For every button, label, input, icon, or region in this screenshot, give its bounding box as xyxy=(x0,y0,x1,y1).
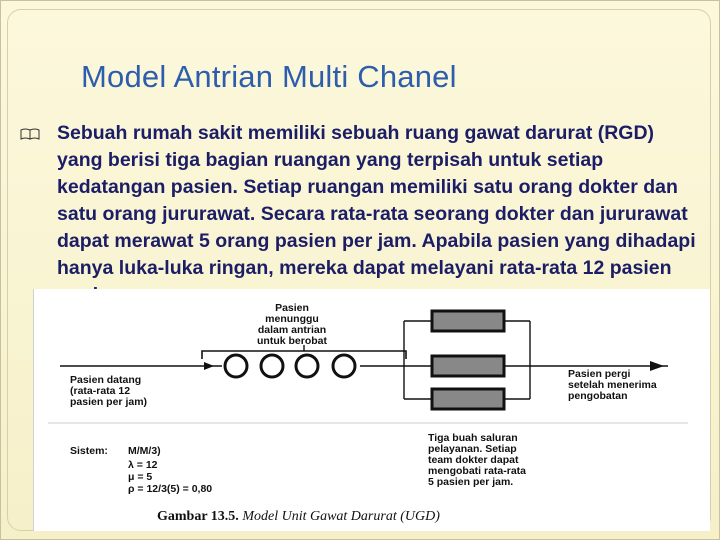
departure-label-line: Pasien pergi xyxy=(568,368,631,380)
arrival-label-line: pasien per jam) xyxy=(70,396,148,408)
queue-diagram-figure xyxy=(33,289,710,531)
waiting-label-line: Pasien xyxy=(275,302,309,314)
servers-label-line: Tiga buah saluran xyxy=(428,432,518,444)
waiting-label-line: dalam antrian xyxy=(257,324,327,336)
body-paragraph: Sebuah rumah sakit memiliki sebuah ruang gawat darurat (RGD) yang berisi tiga bagian ruangan yang terpisah untuk setiap kedatangan pasien. Setiap ruangan memiliki satu orang dokter dan satu orang jururawat. Secara rata-rata seorang dokter dan jururawat dapat merawat 5 orang pasien per jam. Apabila pasien yang dihadapi hanya luka-luka ringan, mereka dapat melayani rata-rata 12 pasien xyxy=(57,122,696,279)
lambda-value: = 12 xyxy=(136,459,158,471)
rho-value: = 12/3(5) = 0,80 xyxy=(137,483,213,495)
servers-label-line: team dokter dapat xyxy=(428,454,519,466)
patient-circle xyxy=(225,355,247,377)
servers-label-line: 5 pasien per jam. xyxy=(428,476,514,488)
caption-prefix: Gambar 13.5. xyxy=(157,509,239,524)
departure-label xyxy=(568,369,657,402)
waiting-label-line: untuk berobat xyxy=(257,335,327,347)
waiting-label xyxy=(242,303,342,347)
book-bullet-icon xyxy=(19,127,41,141)
servers-label-line: mengobati rata-rata xyxy=(428,465,527,477)
slide-title: Model Antrian Multi Chanel xyxy=(81,59,457,94)
system-label: Sistem: xyxy=(70,445,108,457)
mu-line: μ = 5 xyxy=(128,471,153,483)
system-model: M/M/3) xyxy=(128,445,161,457)
departure-label-line: setelah menerima xyxy=(568,379,657,391)
figure-caption xyxy=(157,509,440,525)
server-box-1 xyxy=(432,311,504,331)
caption-text: Model Unit Gawat Darurat (UGD) xyxy=(238,509,440,524)
patient-circle xyxy=(296,355,318,377)
lambda-line: λ = 12 xyxy=(128,459,158,471)
departure-label-line: pengobatan xyxy=(568,390,628,402)
waiting-label-line: menunggu xyxy=(265,313,319,325)
mu-value: = 5 xyxy=(137,471,153,483)
server-box-2 xyxy=(432,356,504,376)
server-box-3 xyxy=(432,389,504,409)
servers-label-line: pelayanan. Setiap xyxy=(428,443,517,455)
arrival-label-line: Pasien datang xyxy=(70,374,142,386)
patient-circle xyxy=(333,355,355,377)
patient-circle xyxy=(261,355,283,377)
arrival-label xyxy=(70,375,147,408)
servers-label xyxy=(428,433,526,488)
rho-line: ρ = 12/3(5) = 0,80 xyxy=(128,483,213,495)
arrival-label-line: (rata-rata 12 xyxy=(70,385,131,397)
